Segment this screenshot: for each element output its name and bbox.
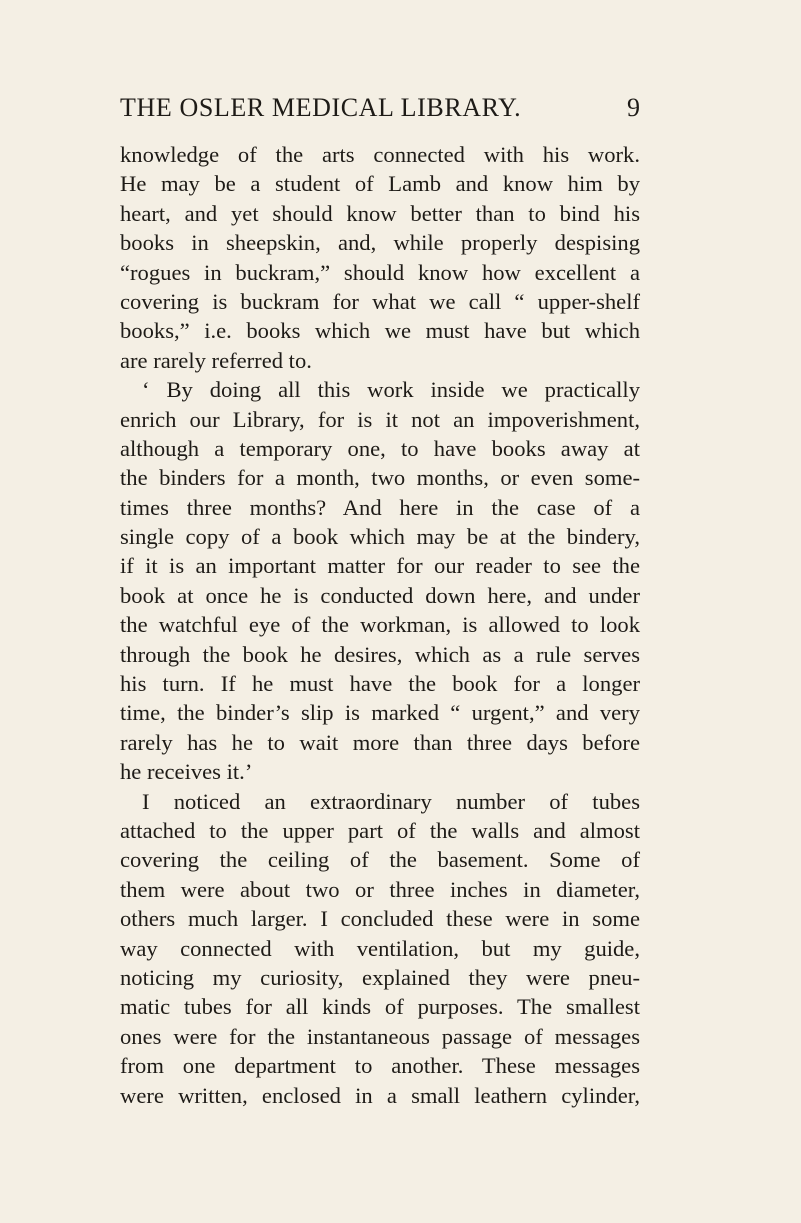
- text-line: his turn. If he must have the book for a longer: [120, 671, 640, 697]
- body-text: [120, 140, 640, 1110]
- text-line: I noticed an extraordinary number of tubes: [142, 788, 640, 814]
- text-line: are rarely referred to.: [120, 347, 312, 373]
- text-line: matic tubes for all kinds of purposes. The smallest: [120, 994, 640, 1020]
- text-line: way connected with ventilation, but my guide,: [120, 935, 640, 961]
- text-line: He may be a student of Lamb and know him by: [120, 171, 640, 197]
- text-line: “rogues in buckram,” should know how excellent a: [120, 259, 640, 285]
- text-line: books,” i.e. books which we must have but which: [120, 318, 640, 344]
- text-line: ‘ By doing all this work inside we practically: [142, 377, 640, 403]
- text-line: attached to the upper part of the walls and almost: [120, 817, 640, 843]
- text-line: the binders for a month, two months, or even some-: [120, 465, 640, 491]
- text-line: enrich our Library, for is it not an impoverishment,: [120, 406, 640, 432]
- text-line: heart, and yet should know better than to bind his: [120, 200, 640, 226]
- text-line: from one department to another. These messages: [120, 1053, 640, 1079]
- text-line: ones were for the instantaneous passage of messages: [120, 1023, 640, 1049]
- text-line: books in sheepskin, and, while properly despising: [120, 230, 640, 256]
- text-line: noticing my curiosity, explained they were pneu-: [120, 964, 640, 990]
- text-line: times three months? And here in the case of a: [120, 494, 640, 520]
- text-line: he receives it.’: [120, 759, 253, 785]
- page-number: 9: [627, 93, 640, 122]
- text-line: covering is buckram for what we call “ upper-shelf: [120, 288, 640, 314]
- text-line: others much larger. I concluded these were in some: [120, 906, 640, 932]
- text-line: if it is an important matter for our reader to see the: [120, 553, 640, 579]
- running-title: THE OSLER MEDICAL LIBRARY.: [120, 93, 522, 122]
- text-line: through the book he desires, which as a rule serves: [120, 641, 640, 667]
- text-line: time, the binder’s slip is marked “ urgent,” and very: [120, 700, 640, 726]
- text-line: book at once he is conducted down here, and under: [120, 582, 640, 608]
- text-line: covering the ceiling of the basement. Some of: [120, 847, 640, 873]
- text-line: rarely has he to wait more than three days before: [120, 729, 640, 755]
- text-line: knowledge of the arts connected with his work.: [120, 142, 640, 167]
- text-line: the watchful eye of the workman, is allowed to look: [120, 612, 640, 638]
- text-line: single copy of a book which may be at the bindery,: [120, 524, 640, 550]
- running-head: [120, 93, 640, 129]
- text-line: were written, enclosed in a small leathern cylinder,: [120, 1082, 640, 1108]
- text-line: them were about two or three inches in diameter,: [120, 876, 640, 902]
- text-line: although a temporary one, to have books away at: [120, 435, 640, 461]
